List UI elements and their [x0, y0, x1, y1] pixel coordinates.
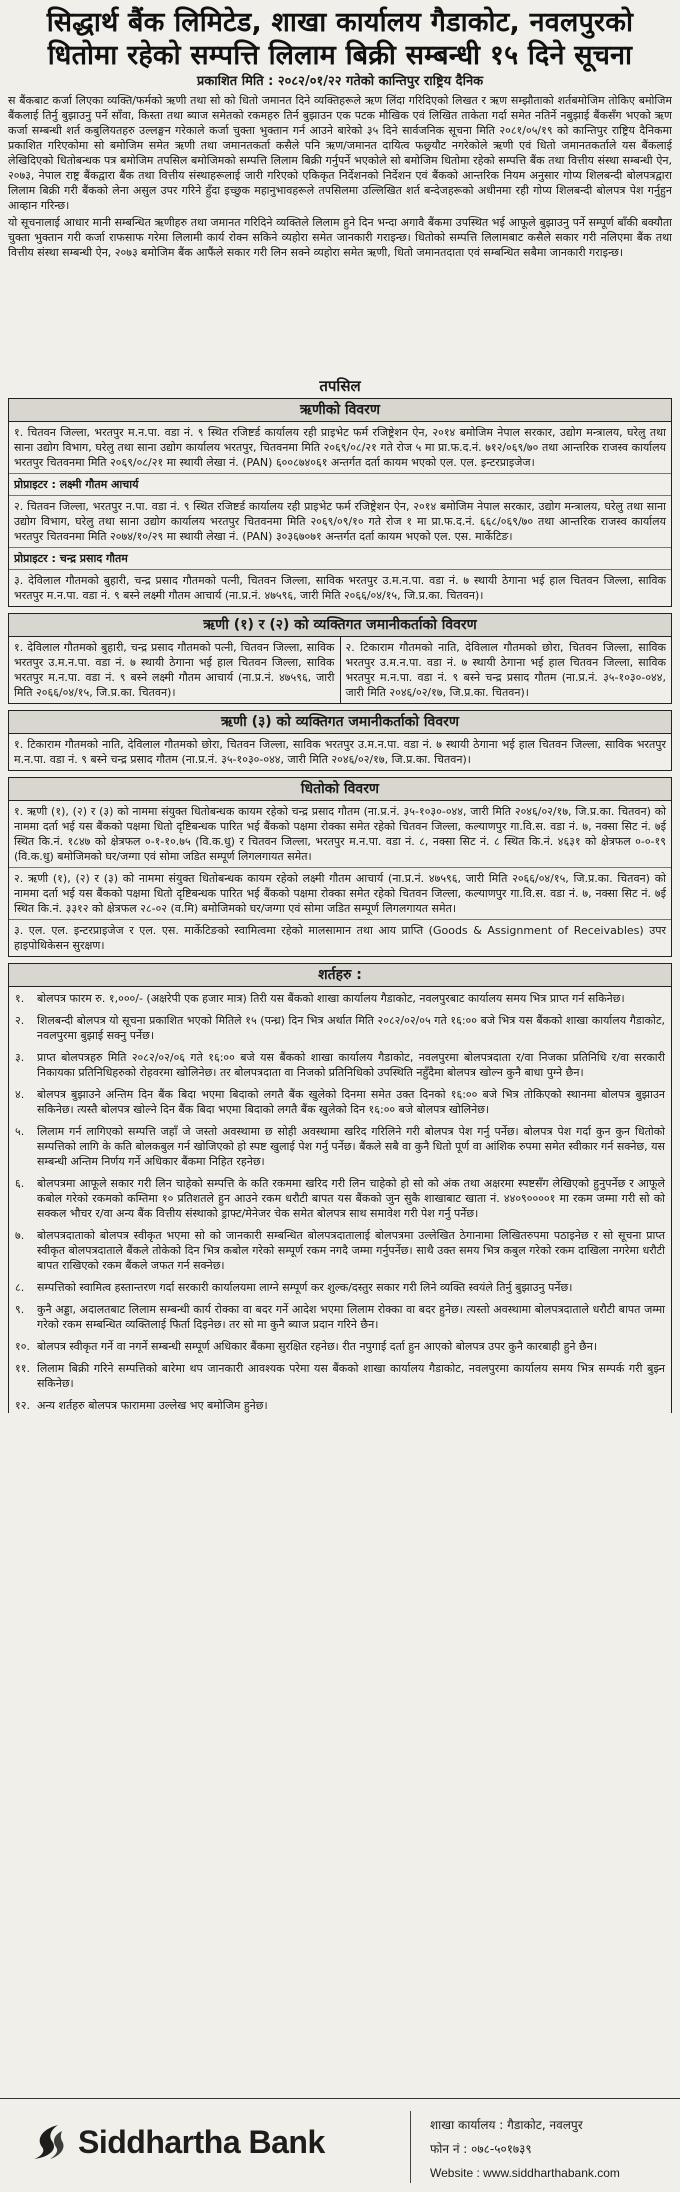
term-item	[15, 1050, 665, 1080]
term-number: १.	[15, 992, 25, 1005]
guarantor-3-title: ऋणी (३) को व्यक्तिगत जमानीकर्ताको विवरण	[9, 711, 671, 734]
intro-text	[8, 93, 672, 373]
notice-footer	[0, 2098, 680, 2192]
term-number: ९.	[15, 1303, 25, 1316]
collateral-entry-1: १. ऋणी (१), (२) र (३) को नाममा संयुक्त धितोबन्धक कायम रहेको चन्द्र प्रसाद गौतम (ना.प्र.नं. ३५-१०३०-०४४, जारी मिति २०४६/०२/१७, जि.प्र.का. चितवन) को नाममा दर्ता भई यस बैंकको पक्षमा धितो दृष्टिबन्धक पारित भई बैंकको पक्षमा रोक्का समेत रहेको चितवन जिल्ला, कल्याणपुर गा.वि.स. वडा नं. ७, नक्सा सिट नं. ७ई स्थित कि.नं. १८४७ को क्षेत्रफल ०-१-१०.७५ (वि.क.धु) र चितवन जिल्ला, भरतपुर म.न.पा. वडा नं. ८, नक्सा सिट नं. ८ स्थित कि.नं. ४६३१ को क्षेत्रफल ०-०-१९ (वि.क.धु) बमोजिमको घर/जग्गा एवं सोमा जडित सम्पूर्ण लिगलगायत समेत।	[9, 801, 671, 868]
guarantor-3-entry: १. टिकाराम गौतमको नाति, देविलाल गौतमको छोरा, चितवन जिल्ला, साविक भरतपुर उ.म.न.पा. वडा नं. ७ स्थायी ठेगाना भई हाल चितवन जिल्ला, साविक भरतपुर म.न.पा. वडा नं. ९ बस्ने चन्द्र प्रसाद गौतम (ना.प्र.नं. ३५-१०३०-०४४, जारी मिति २०४६/०२/१७, जि.प्र.का. चितवन)।	[14, 738, 666, 766]
term-text: अन्य शर्तहरु बोलपत्र फाराममा उल्लेख भए बमोजिम हुनेछ।	[37, 1399, 268, 1412]
term-number: ११.	[15, 1362, 30, 1375]
term-number: २.	[15, 1014, 25, 1027]
term-text: कुनै अड्डा, अदालतबाट लिलाम सम्बन्धी कार्य रोक्का वा बदर गर्ने आदेश भएमा लिलाम रोक्का वा बदर हुनेछ। त्यस्तो अवस्थामा बोलपत्रदाताले धरौटी बापत जम्मा गरेको रकम सम्बन्धित व्यक्तिलाई फिर्ता दिइनेछ। तर सो मा कुनै ब्याज प्रदान गरिने छैन।	[37, 1303, 665, 1331]
notice-headline	[10, 6, 670, 72]
publication-date: प्रकाशित मिति : २०८२/०१/२२ गतेको कान्तिपुर राष्ट्रिय दैनिक	[196, 74, 484, 89]
collateral-title: धितोको विवरण	[9, 778, 671, 801]
term-text: सम्पत्तिको स्वामित्व हस्तान्तरण गर्दा सरकारी कार्यालयमा लाग्ने सम्पूर्ण कर शुल्क/दस्तुर सकार गरी लिने व्यक्ति स्वयंले तिर्नु बुझाउनु पर्नेछ।	[37, 1281, 573, 1294]
term-item	[15, 1124, 665, 1169]
term-number: ५.	[15, 1125, 25, 1138]
term-item	[15, 1087, 665, 1117]
borrower-proprietor-2: प्रोप्राइटर : चन्द्र प्रसाद गौतम	[9, 548, 671, 570]
term-number: ८.	[15, 1281, 25, 1294]
term-text: लिलाम गर्न लागिएको सम्पत्ति जहाँ जे जस्तो अवस्थामा छ सोही अवस्थामा खरिद गरिलिने गरी बोलपत्र पेश गर्नु पर्नेछ। बोलपत्र पेश गर्दा कुन कुन धितोको सम्पत्तिको लागि के कति बोलकबुल गर्न खोजिएको हो स्पष्ट खुलाई पेश गर्नु पर्नेछ। बैंकले सबै वा कुनै धितो पूर्ण वा आंशिक रुपमा समेत स्वीकार गर्न सक्नेछ, यस सम्बन्धी अन्तिम निर्णय गर्ने अधिकार बैंकमा निहित रहनेछ।	[37, 1125, 665, 1168]
term-item	[15, 1176, 665, 1221]
borrower-proprietor-1: प्रोप्राइटर : लक्ष्मी गौतम आचार्य	[9, 474, 671, 496]
borrower-details-box	[8, 398, 672, 607]
term-item	[15, 991, 665, 1006]
branch-address: शाखा कार्यालय : गैडाकोट, नवलपुर	[430, 2118, 583, 2132]
term-item	[15, 1228, 665, 1273]
phone-number: फोन नं : ०७८-५०१७३९	[430, 2142, 532, 2156]
collateral-box	[8, 777, 672, 957]
collateral-entry-2: २. ऋणी (१), (२) र (३) को नाममा संयुक्त धितोबन्धक कायम रहेको लक्ष्मी गौतम आचार्य (ना.प्र.नं. ४७५९६, जारी मिति २०६६/०४/१५, जि.प्र.का. चितवन) को नाममा दर्ता भई यस बैंकको पक्षमा धितो दृष्टिबन्धक पारित भई बैंकको पक्षमा रोक्का समेत रहेको चितवन जिल्ला, कल्याणपुर गा.वि.स. वडा नं. ७, नक्सा सिट नं. ७ई स्थित कि.नं. ३३१२ को क्षेत्रफल २८-०२ (व.मि) बमोजिमको घर/जग्गा एवं सोमा जडित सम्पूर्ण लिगलगायत समेत।	[9, 868, 671, 920]
bank-logo	[28, 2121, 325, 2163]
terms-list	[9, 987, 671, 1413]
term-number: ६.	[15, 1177, 25, 1190]
term-text: बोलपत्रमा आफूले सकार गरी लिन चाहेको सम्पत्ति के कति रकममा खरिद गरी लिन चाहेको हो सो को अंक तथा अक्षरमा स्पष्टसँग लेखिएको हुनुपर्नेछ र आफूले कबोल गरेको रकमको कम्तिमा १० प्रतिशतले हुन आउने रकम धरौटी बापत यस बैंकको जुन सुकै शाखाबाट खाता नं. ४४०९००००१ मा रकम जम्मा गरी सो को सक्कल भौचर र/वा अन्य बैंक वित्तीय संस्थाको ड्राफ्ट/मेनेजर चेक समेत बोलपत्र साथ समावेश गरी पेश गर्नु पर्नेछ।	[37, 1177, 665, 1220]
term-text: बोलपत्र बुझाउने अन्तिम दिन बैंक बिदा भएमा बिदाको लगतै बैंक खुलेको दिनमा समेत उक्त दिनको १६:०० बजे भित्र तोकिएको स्थानमा बोलपत्र बुझाउन सकिनेछ। त्यस्तै बोलपत्र खोल्ने दिन बैंक बिदा भएमा बिदाको लगतै बैंक खुलेको दिन १६:०० बजे बोलपत्र खोलिनेछ।	[37, 1088, 665, 1116]
term-text: लिलाम बिक्री गरिने सम्पत्तिको बारेमा थप जानकारी आवश्यक परेमा यस बैंकको शाखा कार्यालय गैडाकोट, नवलपुरमा कार्यालय समय भित्र सम्पर्क गरी बुझ्न सकिनेछ।	[37, 1362, 665, 1390]
website-link[interactable]: Website : www.siddharthabank.com	[430, 2166, 620, 2180]
headline-line-2: धितोमा रहेको सम्पत्ति लिलाम बिक्री सम्बन्धी १५ दिने सूचना	[47, 40, 633, 71]
borrower-entry-2: २. चितवन जिल्ला, भरतपुर न.पा. वडा नं. ९ स्थित रजिष्टर्ड कार्यालय रही प्राइभेट फर्म रजिष्ट्रेशन ऐन, २०१४ बमोजिम नेपाल सरकार, उद्योग मन्त्रालय, घरेलु तथा साना उद्योग विभाग, घरेलु तथा साना उद्योग कार्यालय भरतपुर चितवनमा मिति २०६९/०९/१० गते रोज १ मा प्रा.फ.द.नं. ६६८/०६९/७० तथा आन्तरिक राजस्व कार्यालय भरतपुर चितवनमा मिति २०७४/१०/२९ मा स्थायी लेखा नं. (PAN) ३०३६७०७१ अन्तर्गत दर्ता कायम भएको एल. एस. मार्केटिङ।	[9, 496, 671, 548]
siddhartha-logo-icon	[28, 2121, 70, 2163]
collateral-entry-3: ३. एल. एल. इन्टरप्राइजेज र एल. एस. मार्केटिङको स्वामित्वमा रहेको मालसामान तथा आय प्राप्ति (Goods & Assignment of Receivables) उपर हाइपोथिकेसन सुरक्षण।	[14, 924, 666, 952]
term-text: प्राप्त बोलपत्रहरु मिति २०८२/०२/०६ गते १६:०० बजे यस बैंकको शाखा कार्यालय गैडाकोट, नवलपुरमा बोलपत्रदाता र/वा निजका प्रतिनिधि र/वा सरकारी निकायका प्रतिनिधिहरुको रोहवरमा खोलिनेछ। तर बोलपत्रदाता वा निजको प्रतिनिधिको उपस्थिति नहुँदैमा बोलपत्र खोल्न कुनै बाधा पुग्ने छैन।	[37, 1051, 665, 1079]
term-item	[15, 1339, 665, 1354]
term-text: बोलपत्र फारम रु. १,०००/- (अक्षरेपी एक हजार मात्र) तिरी यस बैंकको शाखा कार्यालय गैडाकोट, नवलपुरबाट कार्यालय समय भित्र प्राप्त गर्न सकिनेछ।	[37, 992, 625, 1005]
term-item	[15, 1302, 665, 1332]
intro-paragraph-1: स बैंकबाट कर्जा लिएका व्यक्ति/फर्मको ऋणी तथा सो को धितो जमानत दिने व्यक्तिहरूले ऋण लिंदा गरिदिएको लिखत र ऋण सम्झौताको शर्तबमोजिम तोकिए बमोजिम बैंकलाई तिर्नु बुझाउनु पर्ने साँवा, किस्ता तथा ब्याज समेतको रकमहरु तिर्न बुझाउन एक पटक मौखिक एवं लिखित ताकेता गर्दा समेत नतिर्ने नबुझाई बैंकसँग भएको ऋण कर्जा सम्बन्धी शर्त कबुलियतहरु उल्लङ्घन गरेकाले कर्जा चुक्ता भुक्तान गर्न आउने बारेको ३५ दिने सार्वजनिक सूचना मिति २०८१/०५/१९ को कान्तिपुर राष्ट्रिय दैनिकमा प्रकाशित गरिएकोमा सो बमोजिम समेत ऋणी तथा जमानतकर्ता कसैले पनि ऋण/जमानत दायित्व फछ्र्यौट नगरेकोले ऋणी एवं धितो जमानतकर्ताले यस बैंकलाई लेखिदिएको धितोबन्धक पत्र बमोजिम तपसिल बमोजिमको सम्पत्ति लिलाम बिक्री गर्नुपर्ने भएकोले सो बमोजिम धितोमा रहेको सम्पत्ति बैंक तथा वित्तीय संस्था सम्बन्धी ऐन, २०७३, नेपाल राष्ट्र बैंकद्वारा बैंक तथा वित्तीय संस्थाहरूलाई जारी गरिएको एकिकृत निर्देशनको निर्देशन एवं बैंकको आन्तरिक नियम अनुसार गोप्य शिलबन्दी बोलपत्रद्वारा लिलाम बिक्री गरी बैंकको लेना असुल उपर गरिने हुँदा इच्छुक महानुभावहरूले तपसिलमा उल्लिखित शर्त बन्देजहरूको अधीनमा रही गोप्य शिलबन्दी बोलपत्र पेश गर्नुहुन आव्हान गरिन्छ।	[8, 94, 672, 212]
guarantor-1-2-box	[8, 613, 672, 704]
guarantor-1-2-title: ऋणी (१) र (२) को व्यक्तिगत जमानीकर्ताको विवरण	[9, 614, 671, 637]
headline-line-1: सिद्धार्थ बैंक लिमिटेड, शाखा कार्यालय गैडाकोट, नवलपुरको	[46, 7, 634, 38]
term-text: बोलपत्रदाताको बोलपत्र स्वीकृत भएमा सो को जानकारी सम्बन्धित बोलपत्रदातालाई बोलपत्रमा उल्लेखित ठेगानामा लिखितरुपमा पठाइनेछ र सो सूचना प्राप्त स्वीकृत बोलपत्रदाताले बैंकले तोकेको दिन भित्र कबोल गरेको सम्पूर्ण रकम नगदै जम्मा गर्नुपर्नेछ। साथै उक्त समय भित्र कबुल गरेको रकम दाखिला नगरेमा धरौटी बापत राखिएको रकम बैंकले जफत गर्न सक्नेछ।	[37, 1229, 665, 1272]
term-number: ३.	[15, 1051, 25, 1064]
term-item	[15, 1398, 665, 1413]
term-item	[15, 1280, 665, 1295]
term-number: १२.	[15, 1399, 30, 1412]
guarantor-right: २. टिकाराम गौतमको नाति, देविलाल गौतमको छोरा, चितवन जिल्ला, साविक भरतपुर उ.म.न.पा. वडा नं. ७ स्थायी ठेगाना भई हाल चितवन जिल्ला, साविक भरतपुर म.न.पा. वडा नं. ९ बस्ने चन्द्र प्रसाद गौतम (ना.प्र.नं. ३५-१०३०-०४४, जारी मिति २०४६/०२/१७, जि.प्र.का. चितवन)।	[340, 637, 672, 703]
borrower-entry-1: १. चितवन जिल्ला, भरतपुर म.न.पा. वडा नं. ९ स्थित रजिष्टर्ड कार्यालय रही प्राइभेट फर्म रजिष्ट्रेशन ऐन, २०१४ बमोजिम नेपाल सरकार, उद्योग मन्त्रालय, घरेलु तथा साना उद्योग विभाग, घरेलु तथा साना उद्योग कार्यालय भरतपुर, चितवनमा मिति २०६९/०८/२१ गते रोज ५ मा प्रा.फ.द.नं. ७१२/०६९/७० तथा आन्तरिक राजस्व कार्यालय भरतपुर चितवनमा मिति २०६९/०८/२१ मा स्थायी लेखा नं. (PAN) ६००८७४०६१ अन्तर्गत दर्ता कायम भएको एल. एल. इन्टरप्राइजेज।	[9, 422, 671, 474]
term-item	[15, 1361, 665, 1391]
term-text: शिलबन्दी बोलपत्र यो सूचना प्रकाशित भएको मितिले १५ (पन्ध्र) दिन भित्र अर्थात मिति २०८२/०२/०५ गते १६:०० बजे भित्र यस बैंकको शाखा कार्यालय गैडाकोट, नवलपुरमा बुझाई सक्नु पर्नेछ।	[37, 1014, 665, 1042]
tapsil-title: तपसिल	[319, 377, 361, 395]
intro-paragraph-2: यो सूचनालाई आधार मानी सम्बन्धित ऋणीहरु तथा जमानत गरिदिने व्यक्तिले लिलाम हुने दिन भन्दा अगावै बैंकमा उपस्थित भई आफूले बुझाउनु पर्ने सम्पूर्ण बाँकी बक्यौता चुक्ता भुक्तान गरी कर्जा राफसाफ गरेमा लिलामी कार्य रोक्न सकिने व्यहोरा समेत जानकारी गराइन्छ। धितोको सम्पत्ति लिलामबाट कसैले सकार गरी नलिएमा बैंक तथा वित्तीय संस्था सम्बन्धी ऐन, २०७३ बमोजिम बैंक आफैंले सकार गरी लिन सक्ने व्यहोरा समेत ऋणी, धितो जमानतदाता एवं सम्बन्धित सबैमा जानकारी गराइन्छ।	[8, 216, 672, 259]
term-number: १०.	[15, 1340, 30, 1353]
contact-info	[430, 2113, 620, 2185]
borrower-box-title: ऋणीको विवरण	[9, 399, 671, 422]
terms-title: शर्तहरु :	[9, 964, 671, 987]
term-number: ७.	[15, 1229, 25, 1242]
borrower-entry-3: ३. देविलाल गौतमको बुहारी, चन्द्र प्रसाद गौतमको पत्नी, चितवन जिल्ला, साविक भरतपुर उ.म.न.पा. वडा नं. ७ स्थायी ठेगाना भई हाल चितवन जिल्ला, साविक भरतपुर म.न.पा. वडा नं. ९ बस्ने लक्ष्मी गौतम आचार्य (ना.प्र.नं. ४७५९६, जारी मिति २०६६/०४/१५, जि.प्र.का. चितवन)।	[14, 574, 666, 602]
footer-divider	[410, 2111, 411, 2183]
term-number: ४.	[15, 1088, 25, 1101]
guarantor-left: १. देविलाल गौतमको बुहारी, चन्द्र प्रसाद गौतमको पत्नी, चितवन जिल्ला, साविक भरतपुर उ.म.न.पा. वडा नं. ७ स्थायी ठेगाना भई हाल चितवन जिल्ला, साविक भरतपुर म.न.पा. वडा नं. ९ बस्ने लक्ष्मी गौतम आचार्य (ना.प्र.नं. ४७५९६, जारी मिति २०६६/०४/१५, जि.प्र.का. चितवन)।	[14, 641, 335, 699]
term-text: बोलपत्र स्वीकृत गर्ने वा नगर्ने सम्बन्धी सम्पूर्ण अधिकार बैंकमा सुरक्षित रहनेछ। रीत नपुगाई दर्ता हुन आएको बोलपत्र उपर कुनै कारबाही हुने छैन।	[37, 1340, 598, 1353]
guarantor-3-box	[8, 710, 672, 771]
terms-box	[8, 963, 672, 1413]
bank-name: Siddhartha Bank	[78, 2123, 325, 2160]
term-item	[15, 1013, 665, 1043]
